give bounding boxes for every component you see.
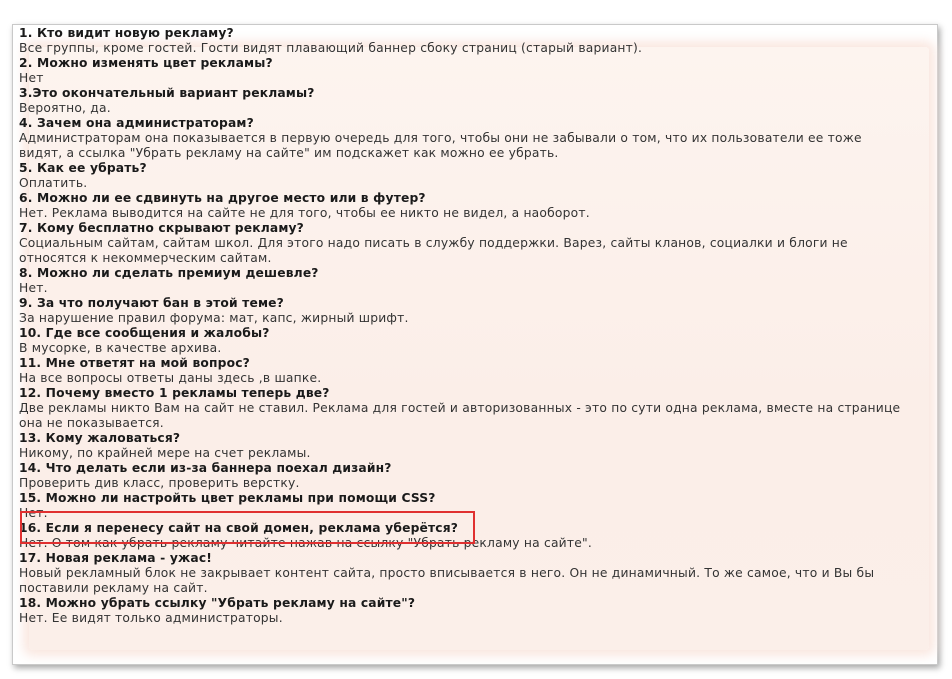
faq-item: [19, 596, 909, 626]
faq-item: [19, 26, 909, 56]
faq-answer: Нет. Ее видят только администраторы.: [19, 611, 283, 625]
faq-question: 12. Почему вместо 1 рекламы теперь две?: [19, 386, 330, 400]
faq-answer: На все вопросы ответы даны здесь ,в шапке.: [19, 371, 322, 385]
faq-item: [19, 116, 909, 161]
faq-item: [19, 551, 909, 596]
faq-answer: Нет.: [19, 506, 48, 520]
faq-question: 15. Можно ли настройть цвет рекламы при помощи CSS?: [19, 491, 436, 505]
faq-item: [19, 296, 909, 326]
faq-answer: Две рекламы никто Вам на сайт не ставил. Реклама для гостей и авторизованных - это по сути одна реклама, вместе на странице она не показывается.: [19, 401, 901, 430]
faq-item: [19, 191, 909, 221]
faq-question: 2. Можно изменять цвет рекламы?: [19, 56, 273, 70]
faq-answer: Проверить див класс, проверить верстку.: [19, 476, 300, 490]
faq-question: 6. Можно ли ее сдвинуть на другое место или в футер?: [19, 191, 426, 205]
faq-item: [19, 86, 909, 116]
highlight-box: [20, 511, 475, 544]
faq-question: 10. Где все сообщения и жалобы?: [19, 326, 270, 340]
faq-question: 9. За что получают бан в этой теме?: [19, 296, 284, 310]
faq-question: 3.Это окончательный вариант рекламы?: [19, 86, 315, 100]
faq-item: [19, 386, 909, 431]
faq-answer: В мусорке, в качестве архива.: [19, 341, 222, 355]
faq-item: [19, 431, 909, 461]
faq-item: [19, 266, 909, 296]
faq-question: 7. Кому бесплатно скрывают рекламу?: [19, 221, 304, 235]
faq-question: 5. Как ее убрать?: [19, 161, 147, 175]
faq-answer: Администраторам она показывается в первую очередь для того, чтобы они не забывали о том, что их пользователи ее тоже видят, а ссылка "Убрать рекламу на сайте" им подскажет как можно ее убрать.: [19, 131, 862, 160]
faq-question: 14. Что делать если из-за баннера поехал дизайн?: [19, 461, 392, 475]
faq-answer: Нет: [19, 71, 44, 85]
faq-question: 16. Если я перенесу сайт на свой домен, реклама уберётся?: [19, 521, 459, 535]
faq-answer: Оплатить.: [19, 176, 88, 190]
faq-question: 17. Новая реклама - ужас!: [19, 551, 213, 565]
faq-item: [19, 56, 909, 86]
faq-answer: Нет. О том как убрать рекламу читайте нажав на ссылку "Убрать рекламу на сайте".: [19, 536, 592, 550]
faq-answer: За нарушение правил форума: мат, капс, жирный шрифт.: [19, 311, 409, 325]
faq-answer: Все группы, кроме гостей. Гости видят плавающий баннер сбоку страниц (старый вариант).: [19, 41, 643, 55]
faq-answer: Нет. Реклама выводится на сайте не для того, чтобы ее никто не видел, а наоборот.: [19, 206, 590, 220]
faq-answer: Нет.: [19, 281, 48, 295]
faq-item: [19, 461, 909, 491]
faq-question: 8. Можно ли сделать премиум дешевле?: [19, 266, 319, 280]
faq-item: [19, 221, 909, 266]
faq-answer: Новый рекламный блок не закрывает контент сайта, просто вписывается в него. Он не динамичный. То же самое, что и Вы бы поставили рекламу на сайт.: [19, 566, 875, 595]
faq-question: 13. Кому жаловаться?: [19, 431, 181, 445]
faq-question: 4. Зачем она администраторам?: [19, 116, 254, 130]
faq-item: [19, 356, 909, 386]
faq-item: [19, 326, 909, 356]
faq-answer: Вероятно, да.: [19, 101, 111, 115]
faq-answer: Никому, по крайней мере на счет рекламы.: [19, 446, 311, 460]
faq-question: 18. Можно убрать ссылку "Убрать рекламу на сайте"?: [19, 596, 416, 610]
faq-question: 11. Мне ответят на мой вопрос?: [19, 356, 250, 370]
faq-question: 1. Кто видит новую рекламу?: [19, 26, 234, 40]
faq-answer: Социальным сайтам, сайтам школ. Для этого надо писать в службу поддержки. Варез, сайты кланов, социалки и блоги не относятся к некоммерческим сайтам.: [19, 236, 848, 265]
faq-item: [19, 161, 909, 191]
